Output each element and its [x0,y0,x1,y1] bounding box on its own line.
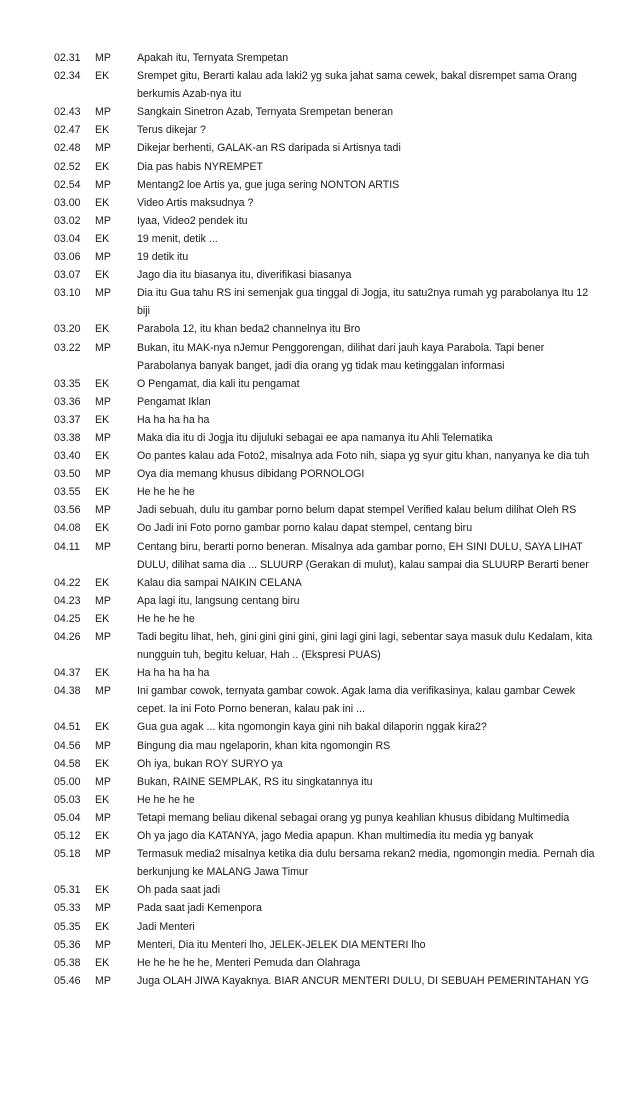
timestamp: 04.37 [54,667,81,680]
dialogue-text: Parabola 12, itu khan beda2 channelnya itu Bro [137,323,361,336]
speaker: MP [95,178,111,191]
dialogue-text: Oh iya, bukan ROY SURYO ya [137,757,283,770]
dialogue-text: O Pengamat, dia kali itu pengamat [137,377,300,390]
timestamp: 02.54 [54,178,81,191]
timestamp: 02.47 [54,124,81,137]
speaker: EK [95,377,110,390]
dialogue-text: Termasuk media2 misalnya ketika dia dulu bersama rekan2 media, ngomongin media. Pernah dia berkunjung ke MALANG Jawa Timur [137,848,595,879]
speaker: MP [95,395,111,408]
dialogue-text: Tadi begitu lihat, heh, gini gini gini gini, gini lagi gini lagi, sebentar saya masuk dulu Kedalam, kita nungguin tuh, begitu keluar, Hah .. (Ekspresi PUAS) [137,631,593,662]
transcript-row [0,718,643,736]
timestamp: 03.50 [54,468,81,481]
timestamp: 03.07 [54,269,81,282]
transcript-row [0,176,643,194]
speaker: MP [95,431,111,444]
timestamp: 03.55 [54,486,81,499]
dialogue-text: Maka dia itu di Jogja itu dijuluki sebagai ee apa namanya itu Ahli Telematika [137,431,493,444]
speaker: MP [95,540,111,553]
timestamp: 05.46 [54,974,81,987]
transcript-row [0,194,643,212]
transcript-row [0,574,643,592]
timestamp: 02.34 [54,70,81,83]
speaker: MP [95,504,111,517]
transcript-row [0,49,643,67]
timestamp: 03.02 [54,214,81,227]
transcript-row [0,339,643,375]
timestamp: 05.38 [54,956,81,969]
timestamp: 04.56 [54,739,81,752]
dialogue-text: Ha ha ha ha ha [137,413,210,426]
speaker: EK [95,956,110,969]
dialogue-text: Jadi Menteri [137,920,195,933]
transcript-row [0,393,643,411]
speaker: MP [95,902,111,915]
transcript-row [0,791,643,809]
transcript-row [0,411,643,429]
dialogue-text: Oya dia memang khusus dibidang PORNOLOGI [137,468,365,481]
speaker: MP [95,341,111,354]
dialogue-text: Ha ha ha ha ha [137,667,210,680]
transcript-row [0,628,643,664]
speaker: EK [95,830,110,843]
transcript-row [0,954,643,972]
transcript-row [0,881,643,899]
transcript-row [0,592,643,610]
transcript-row [0,664,643,682]
timestamp: 02.48 [54,142,81,155]
transcript-row [0,899,643,917]
speaker: EK [95,721,110,734]
dialogue-text: Oh pada saat jadi [137,884,221,897]
transcript-row [0,972,643,990]
dialogue-text: Bukan, RAINE SEMPLAK, RS itu singkatannya itu [137,775,373,788]
timestamp: 04.11 [54,540,80,553]
dialogue-text: Apakah itu, Ternyata Srempetan [137,52,289,64]
transcript-row [0,918,643,936]
transcript-row [0,284,643,320]
timestamp: 05.18 [54,848,81,861]
timestamp: 02.52 [54,160,81,173]
dialogue-text: Mentang2 loe Artis ya, gue juga sering NONTON ARTIS [137,178,400,191]
speaker: EK [95,920,110,933]
dialogue-text: Dikejar berhenti, GALAK-an RS daripada si Artisnya tadi [137,142,401,155]
speaker: EK [95,884,110,897]
timestamp: 02.31 [54,52,81,64]
speaker: EK [95,757,110,770]
speaker: EK [95,413,110,426]
speaker: MP [95,631,111,643]
speaker: MP [95,848,111,861]
transcript-row [0,139,643,157]
speaker: MP [95,468,111,481]
timestamp: 04.26 [54,631,81,643]
dialogue-text: Ini gambar cowok, ternyata gambar cowok. Agak lama dia verifikasinya, kalau gambar Cewek cepet. Ia ini Foto Porno beneran, kalau pak ini ... [137,685,576,716]
dialogue-text: Apa lagi itu, langsung centang biru [137,594,300,607]
dialogue-text: Iyaa, Video2 pendek itu [137,214,248,227]
dialogue-text: Centang biru, berarti porno beneran. Misalnya ada gambar porno, EH SINI DULU, SAYA LIHAT DULU, dilihat sama dia ... SLUURP (Gerakan di mulut), kalau sampai dia SLUURP Berarti bener [137,540,589,571]
transcript-row [0,501,643,519]
transcript-row [0,212,643,230]
timestamp: 03.38 [54,431,81,444]
transcript-row [0,755,643,773]
speaker: MP [95,938,111,951]
transcript-row [0,737,643,755]
transcript-row [0,248,643,266]
dialogue-text: Bukan, itu MAK-nya nJemur Penggorengan, dilihat dari jauh kaya Parabola. Tapi bener Parabolanya banyak banget, jadi dia orang yg tidak mau ketinggalan informasi [137,341,545,372]
timestamp: 05.31 [54,884,81,897]
dialogue-text: Oh ya jago dia KATANYA, jago Media apapun. Khan multimedia itu media yg banyak [137,830,534,843]
dialogue-text: Jadi sebuah, dulu itu gambar porno belum dapat stempel Verified kalau belum dilihat Oleh RS [137,504,577,517]
timestamp: 05.00 [54,775,81,788]
transcript-row [0,483,643,501]
speaker: EK [95,160,110,173]
speaker: MP [95,52,111,64]
speaker: EK [95,486,110,499]
speaker: EK [95,124,110,137]
speaker: EK [95,269,110,282]
speaker: EK [95,576,110,589]
dialogue-text: Pada saat jadi Kemenpora [137,902,262,915]
dialogue-text: Oo pantes kalau ada Foto2, misalnya ada Foto nih, siapa yg syur gitu khan, nanyanya ke dia tuh [137,450,590,463]
dialogue-text: 19 menit, detik ... [137,232,218,245]
dialogue-text: Juga OLAH JIWA Kayaknya. BIAR ANCUR MENTERI DULU, DI SEBUAH PEMERINTAHAN YG [137,974,589,987]
transcript-row [0,465,643,483]
dialogue-text: He he he he [137,486,195,499]
speaker: MP [95,214,111,227]
transcript-row [0,845,643,881]
dialogue-text: Bingung dia mau ngelaporin, khan kita ngomongin RS [137,739,391,752]
dialogue-text: Tetapi memang beliau dikenal sebagai orang yg punya keahlian khusus dibidang Multimedia [137,811,570,824]
timestamp: 03.04 [54,232,81,245]
timestamp: 03.40 [54,450,81,463]
dialogue-text: He he he he [137,793,195,806]
dialogue-text: Oo Jadi ini Foto porno gambar porno kalau dapat stempel, centang biru [137,522,473,535]
transcript-row [0,158,643,176]
speaker: MP [95,251,111,264]
timestamp: 02.43 [54,106,81,119]
dialogue-text: Gua gua agak ... kita ngomongin kaya gini nih bakal dilaporin nggak kira2? [137,721,487,734]
timestamp: 05.35 [54,920,81,933]
speaker: MP [95,739,111,752]
timestamp: 04.22 [54,576,81,589]
transcript-row [0,682,643,718]
timestamp: 04.08 [54,522,81,535]
timestamp: 03.22 [54,341,81,354]
timestamp: 04.23 [54,594,81,607]
transcript [0,49,643,990]
speaker: EK [95,667,110,680]
transcript-row [0,429,643,447]
timestamp: 03.37 [54,413,81,426]
speaker: MP [95,811,111,824]
speaker: EK [95,196,110,209]
transcript-row [0,103,643,121]
transcript-row [0,230,643,248]
timestamp: 03.00 [54,196,81,209]
dialogue-text: He he he he he, Menteri Pemuda dan Olahraga [137,956,361,969]
timestamp: 03.10 [54,287,81,300]
speaker: MP [95,287,111,300]
dialogue-text: Terus dikejar ? [137,124,206,137]
timestamp: 03.35 [54,377,81,390]
dialogue-text: Dia itu Gua tahu RS ini semenjak gua tinggal di Jogja, itu satu2nya rumah yg parabolanya Itu 12 biji [137,287,589,318]
dialogue-text: Pengamat Iklan [137,395,211,408]
transcript-row [0,827,643,845]
timestamp: 03.56 [54,504,81,517]
dialogue-text: He he he he [137,612,195,625]
speaker: MP [95,106,111,119]
timestamp: 04.38 [54,685,81,698]
speaker: EK [95,70,110,83]
transcript-row [0,538,643,574]
timestamp: 03.20 [54,323,81,336]
transcript-row [0,320,643,338]
speaker: EK [95,612,110,625]
dialogue-text: Menteri, Dia itu Menteri lho, JELEK-JELEK DIA MENTERI lho [137,938,426,951]
transcript-row [0,67,643,103]
timestamp: 05.03 [54,793,81,806]
transcript-row [0,610,643,628]
transcript-row [0,809,643,827]
speaker: MP [95,775,111,788]
dialogue-text: 19 detik itu [137,251,189,264]
dialogue-text: Jago dia itu biasanya itu, diverifikasi biasanya [137,269,352,282]
speaker: EK [95,450,110,463]
speaker: MP [95,142,111,155]
timestamp: 04.58 [54,757,81,770]
timestamp: 04.51 [54,721,81,734]
transcript-row [0,447,643,465]
transcript-row [0,936,643,954]
timestamp: 03.06 [54,251,81,264]
timestamp: 05.33 [54,902,81,915]
transcript-row [0,266,643,284]
dialogue-text: Srempet gitu, Berarti kalau ada laki2 yg suka jahat sama cewek, bakal disrempet sama Orang berkumis Azab-nya itu [137,70,577,101]
dialogue-text: Kalau dia sampai NAIKIN CELANA [137,576,302,589]
speaker: EK [95,793,110,806]
dialogue-text: Dia pas habis NYREMPET [137,160,263,173]
timestamp: 04.25 [54,612,81,625]
transcript-row [0,519,643,537]
timestamp: 03.36 [54,395,81,408]
speaker: MP [95,594,111,607]
speaker: EK [95,232,110,245]
speaker: EK [95,323,110,336]
timestamp: 05.12 [54,830,81,843]
speaker: MP [95,685,111,698]
transcript-row [0,121,643,139]
timestamp: 05.04 [54,811,81,824]
transcript-row [0,773,643,791]
speaker: MP [95,974,111,987]
transcript-row [0,375,643,393]
timestamp: 05.36 [54,938,81,951]
dialogue-text: Sangkain Sinetron Azab, Ternyata Srempetan beneran [137,106,393,119]
dialogue-text: Video Artis maksudnya ? [137,196,254,209]
speaker: EK [95,522,110,535]
